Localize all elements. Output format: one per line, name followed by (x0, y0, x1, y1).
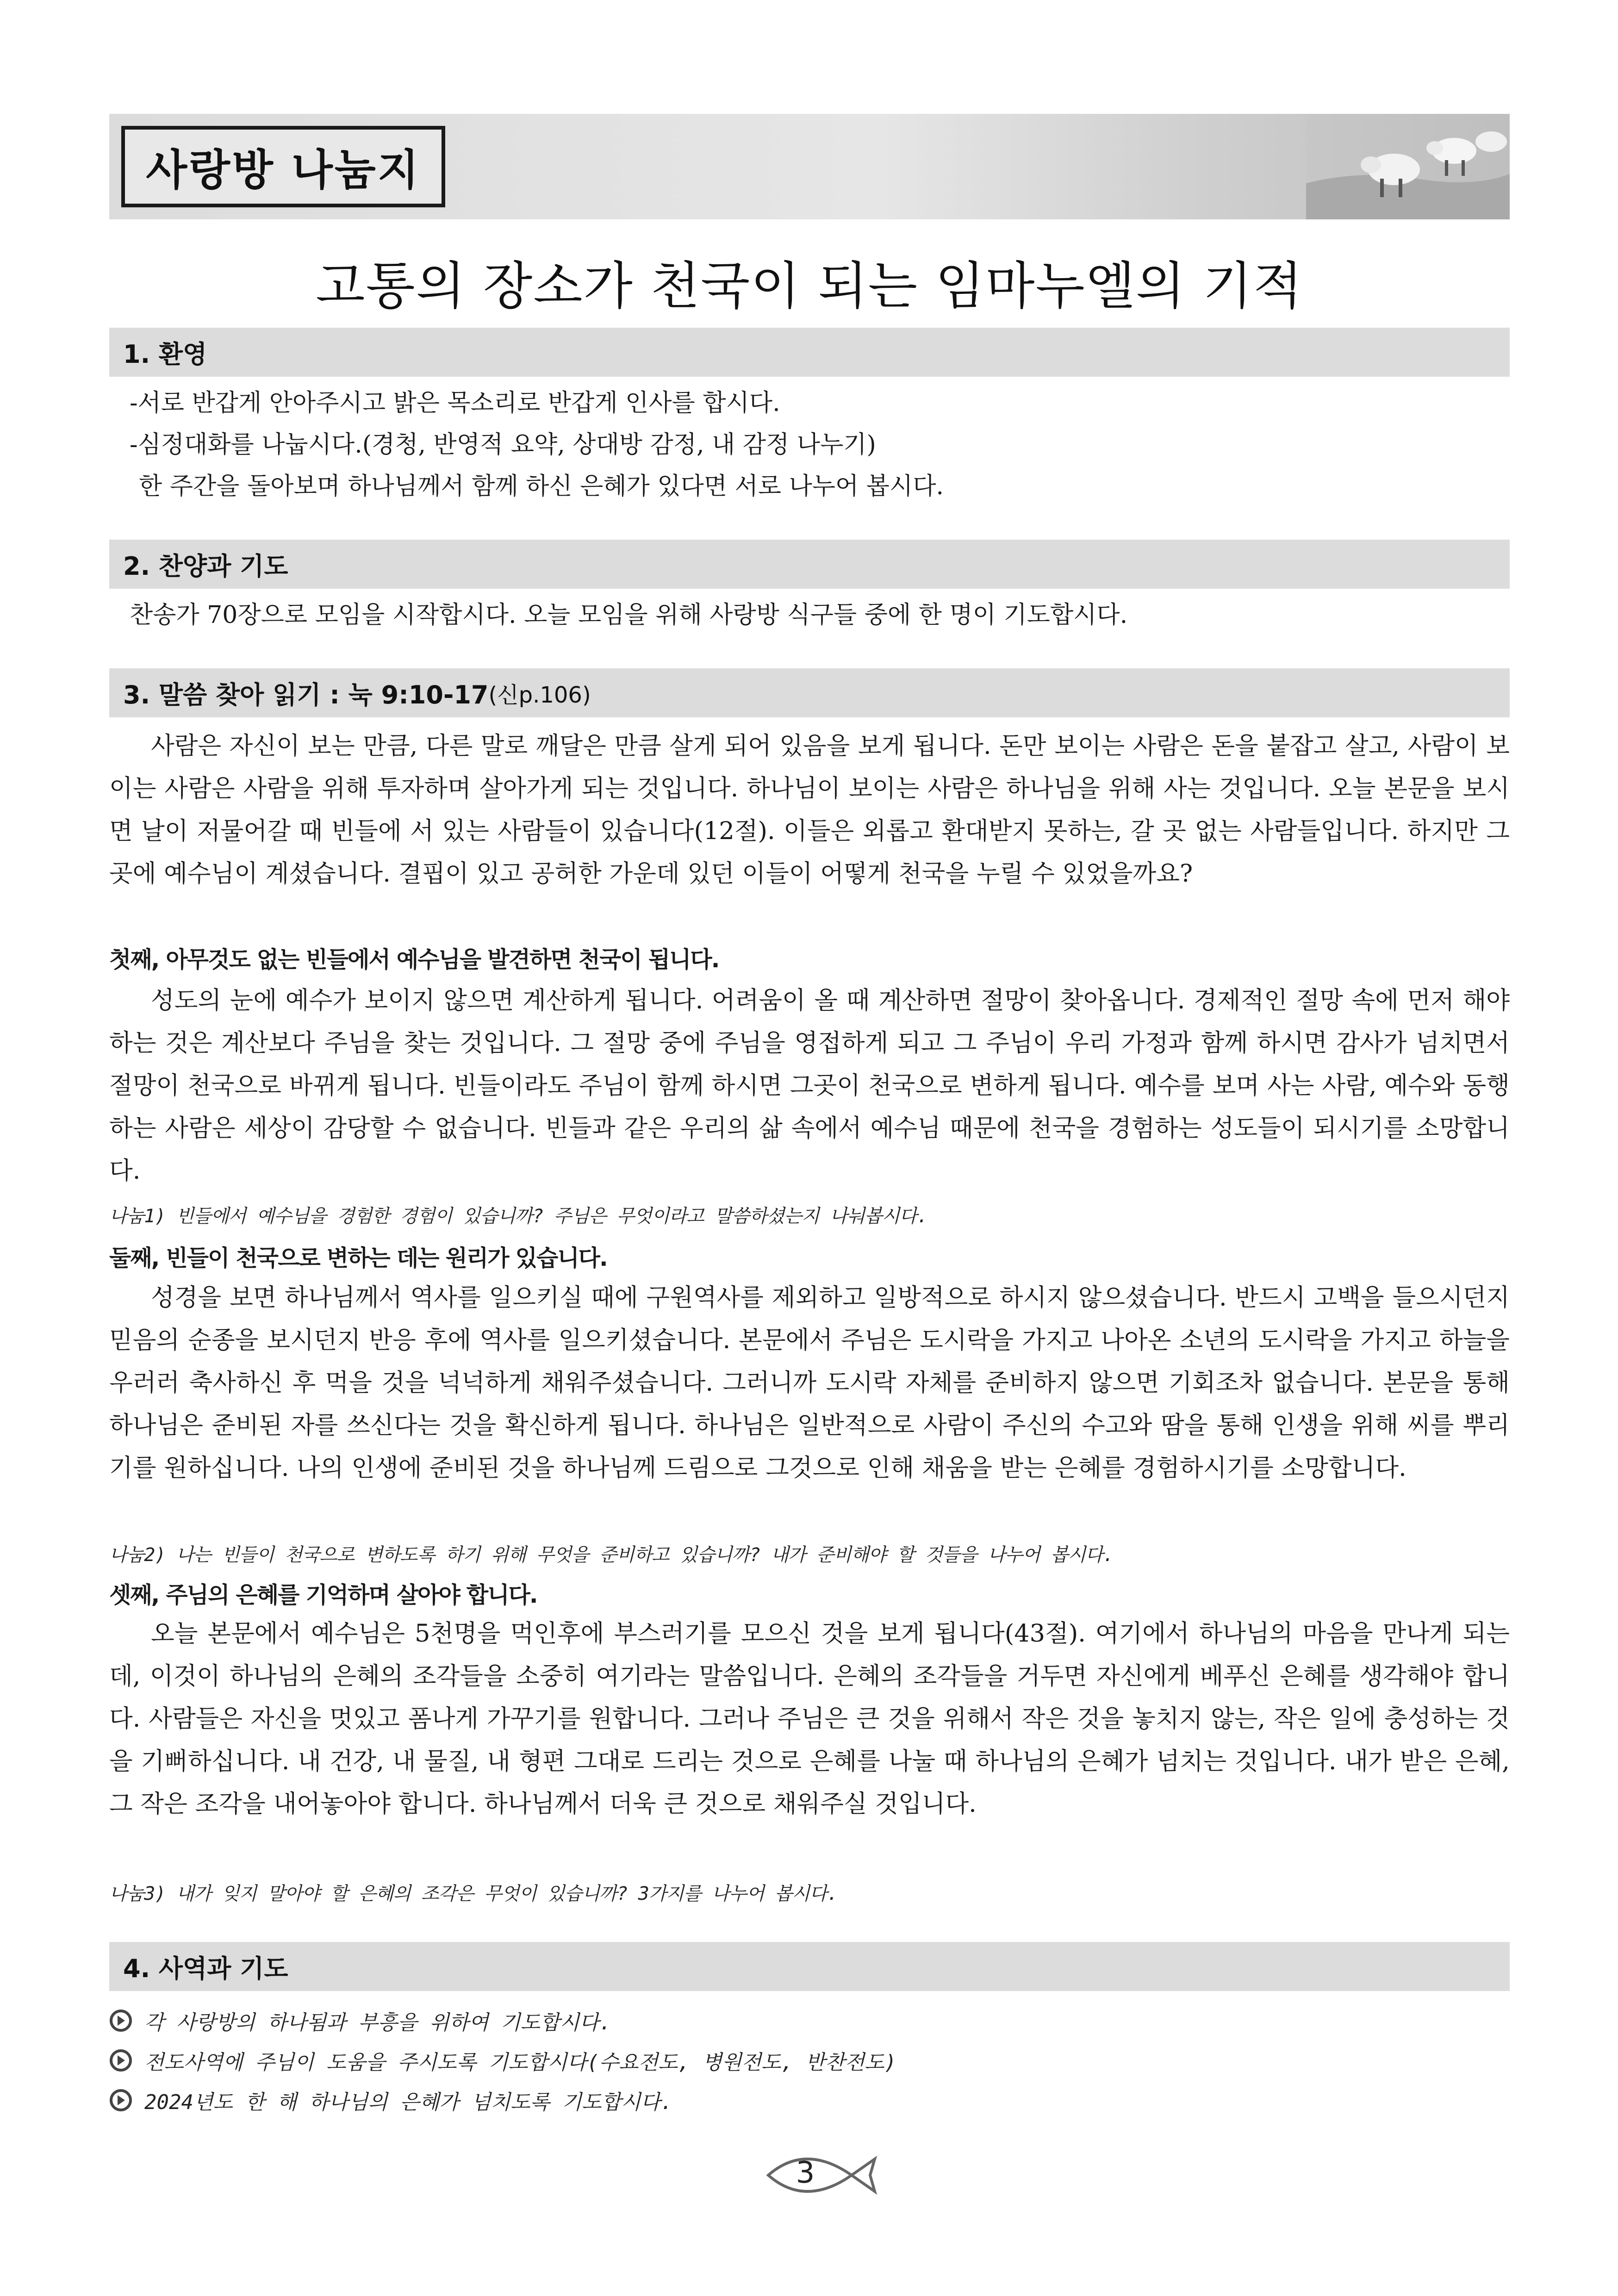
section-heading-welcome-text: 1. 환영 (123, 339, 207, 369)
prayer-item (109, 2006, 611, 2035)
page-title: 고통의 장소가 천국이 되는 임마누엘의 기적 (316, 256, 1303, 316)
arrow-circle-bullet-icon (109, 2089, 132, 2112)
point3-share-question: 나눔3) 내가 잊지 말아야 할 은혜의 조각은 무엇이 있습니까? 3가지를 나누어 봅시다. (109, 1883, 838, 1904)
point1-share-question: 나눔1) 빈들에서 예수님을 경험한 경험이 있습니까? 주님은 무엇이라고 말씀하셨는지 나눠봅시다. (109, 1206, 928, 1227)
reading-intro-paragraph: 사람은 자신이 보는 만큼, 다른 말로 깨달은 만큼 살게 되어 있음을 보게 됩니다. 돈만 보이는 사람은 돈을 붙잡고 살고, 사람이 보이는 사람은 사람을 위해 투자하며 살아가게 되는 것입니다. 하나님이 보이는 사람은 하나님을 위해 사는 것입니다. 오늘 본문을 보시면 날이 저물어갈 때 빈들에 서 있는 사람들이 있습니다(12절). 이들은 외롭고 환대받지 못하는, 갈 곳 없는 사람들입니다. 하지만 그곳에 예수님이 계셨습니다. 결핍이 있고 공허한 가운데 있던 이들이 어떻게 천국을 누릴 수 있었을까요? (109, 732, 1510, 888)
point2-title: 둘째, 빈들이 천국으로 변하는 데는 원리가 있습니다. (109, 1245, 607, 1271)
arrow-circle-bullet-icon (109, 2049, 132, 2072)
section-heading-mission-text: 4. 사역과 기도 (123, 1954, 288, 1983)
section-label-box (121, 126, 445, 207)
arrow-circle-bullet-icon (109, 2009, 132, 2032)
prayer-item-text: 2024년도 한 해 하나님의 은혜가 넘치도록 기도합시다. (144, 2091, 673, 2114)
point1-title: 첫째, 아무것도 없는 빈들에서 예수님을 발견하면 천국이 됩니다. (109, 946, 719, 973)
header-banner (109, 114, 1510, 219)
section-heading-reading (109, 668, 1510, 717)
prayer-item-text: 전도사역에 주님이 도움을 주시도록 기도합시다(수요전도, 병원전도, 반찬전도) (144, 2051, 897, 2074)
point3-paragraph: 오늘 본문에서 예수님은 5천명을 먹인후에 부스러기를 모으신 것을 보게 됩니다(43절). 여기에서 하나님의 마음을 만나게 되는데, 이것이 하나님의 은혜의 조각들을 소중히 여기라는 말씀입니다. 은혜의 조각들을 거두면 자신에게 베푸신 은혜를 생각해야 합니다. 사람들은 자신을 멋있고 폼나게 가꾸기를 원합니다. 그러나 주님은 큰 것을 위해서 작은 것을 놓치지 않는, 작은 일에 충성하는 것을 기뻐하십니다. 내 건강, 내 물질, 내 형편 그대로 드리는 것으로 은혜를 나눌 때 하나님의 은혜가 넘치는 것입니다. 내가 받은 은혜, 그 작은 조각을 내어놓아야 합니다. 하나님께서 더욱 큰 것으로 채워주실 것입니다. (109, 1619, 1510, 1818)
point1-paragraph: 성도의 눈에 예수가 보이지 않으면 계산하게 됩니다. 어려움이 올 때 계산하면 절망이 찾아옵니다. 경제적인 절망 속에 먼저 해야 하는 것은 계산보다 주님을 찾는 것입니다. 그 절망 중에 주님을 영접하게 되고 그 주님이 우리 가정과 함께 하시면 감사가 넘치면서 절망이 천국으로 바뀌게 됩니다. 빈들이라도 주님이 함께 하시면 그곳이 천국으로 변하게 됩니다. 예수를 보며 사는 사람, 예수와 동행하는 사람은 세상이 감당할 수 없습니다. 빈들과 같은 우리의 삶 속에서 예수님 때문에 천국을 경험하는 성도들이 되시기를 소망합니다. (109, 986, 1510, 1185)
point2-share-question: 나눔2) 나는 빈들이 천국으로 변하도록 하기 위해 무엇을 준비하고 있습니까? 내가 준비해야 할 것들을 나누어 봅시다. (109, 1544, 1114, 1566)
prayer-item (109, 2046, 896, 2075)
section-label: 사랑방 나눔지 (146, 145, 421, 195)
welcome-line: -서로 반갑게 안아주시고 밝은 목소리로 반갑게 인사를 합시다. (130, 389, 780, 417)
praise-text: 찬송가 70장으로 모임을 시작합시다. 오늘 모임을 위해 사랑방 식구들 중에 한 명이 기도합시다. (130, 601, 1128, 629)
welcome-line: 한 주간을 돌아보며 하나님께서 함께 하신 은혜가 있다면 서로 나누어 봅시다. (139, 473, 944, 500)
prayer-item-text: 각 사랑방의 하나됨과 부흥을 위하여 기도합시다. (144, 2011, 612, 2035)
section-heading-praise-text: 2. 찬양과 기도 (123, 551, 288, 581)
section-heading-welcome (109, 328, 1510, 377)
point2-paragraph: 성경을 보면 하나님께서 역사를 일으키실 때에 구원역사를 제외하고 일방적으로 하시지 않으셨습니다. 반드시 고백을 들으시던지 믿음의 순종을 보시던지 반응 후에 역사를 일으키셨습니다. 본문에서 주님은 도시락을 가지고 나아온 소년의 도시락을 가지고 하늘을 우러러 축사하신 후 먹을 것을 넉넉하게 채워주셨습니다. 그러니까 도시락 자체를 준비하지 않으면 기회조차 없습니다. 본문을 통해 하나님은 준비된 자를 쓰신다는 것을 확신하게 됩니다. 하나님은 일반적으로 사람이 주신의 수고와 땀을 통해 인생을 위해 씨를 뿌리기를 원하십니다. 나의 인생에 준비된 것을 하나님께 드림으로 그것으로 인해 채움을 받는 은혜를 경험하시기를 소망합니다. (109, 1283, 1510, 1482)
welcome-line: -심정대화를 나눕시다.(경청, 반영적 요약, 상대방 감정, 내 감정 나누기) (130, 431, 876, 459)
section-heading-praise (109, 540, 1510, 589)
section-heading-mission (109, 1942, 1510, 1991)
section-heading-reading-ref: (신p.106) (488, 682, 591, 708)
page-number-badge (759, 2147, 879, 2203)
prayer-item (109, 2085, 672, 2115)
sheep-illustration (1306, 114, 1510, 219)
page-number: 3 (796, 2156, 815, 2190)
section-heading-reading-text: 3. 말씀 찾아 읽기 : 눅 9:10-17 (123, 680, 489, 709)
point3-title: 셋째, 주님의 은혜를 기억하며 살아야 합니다. (109, 1582, 537, 1608)
